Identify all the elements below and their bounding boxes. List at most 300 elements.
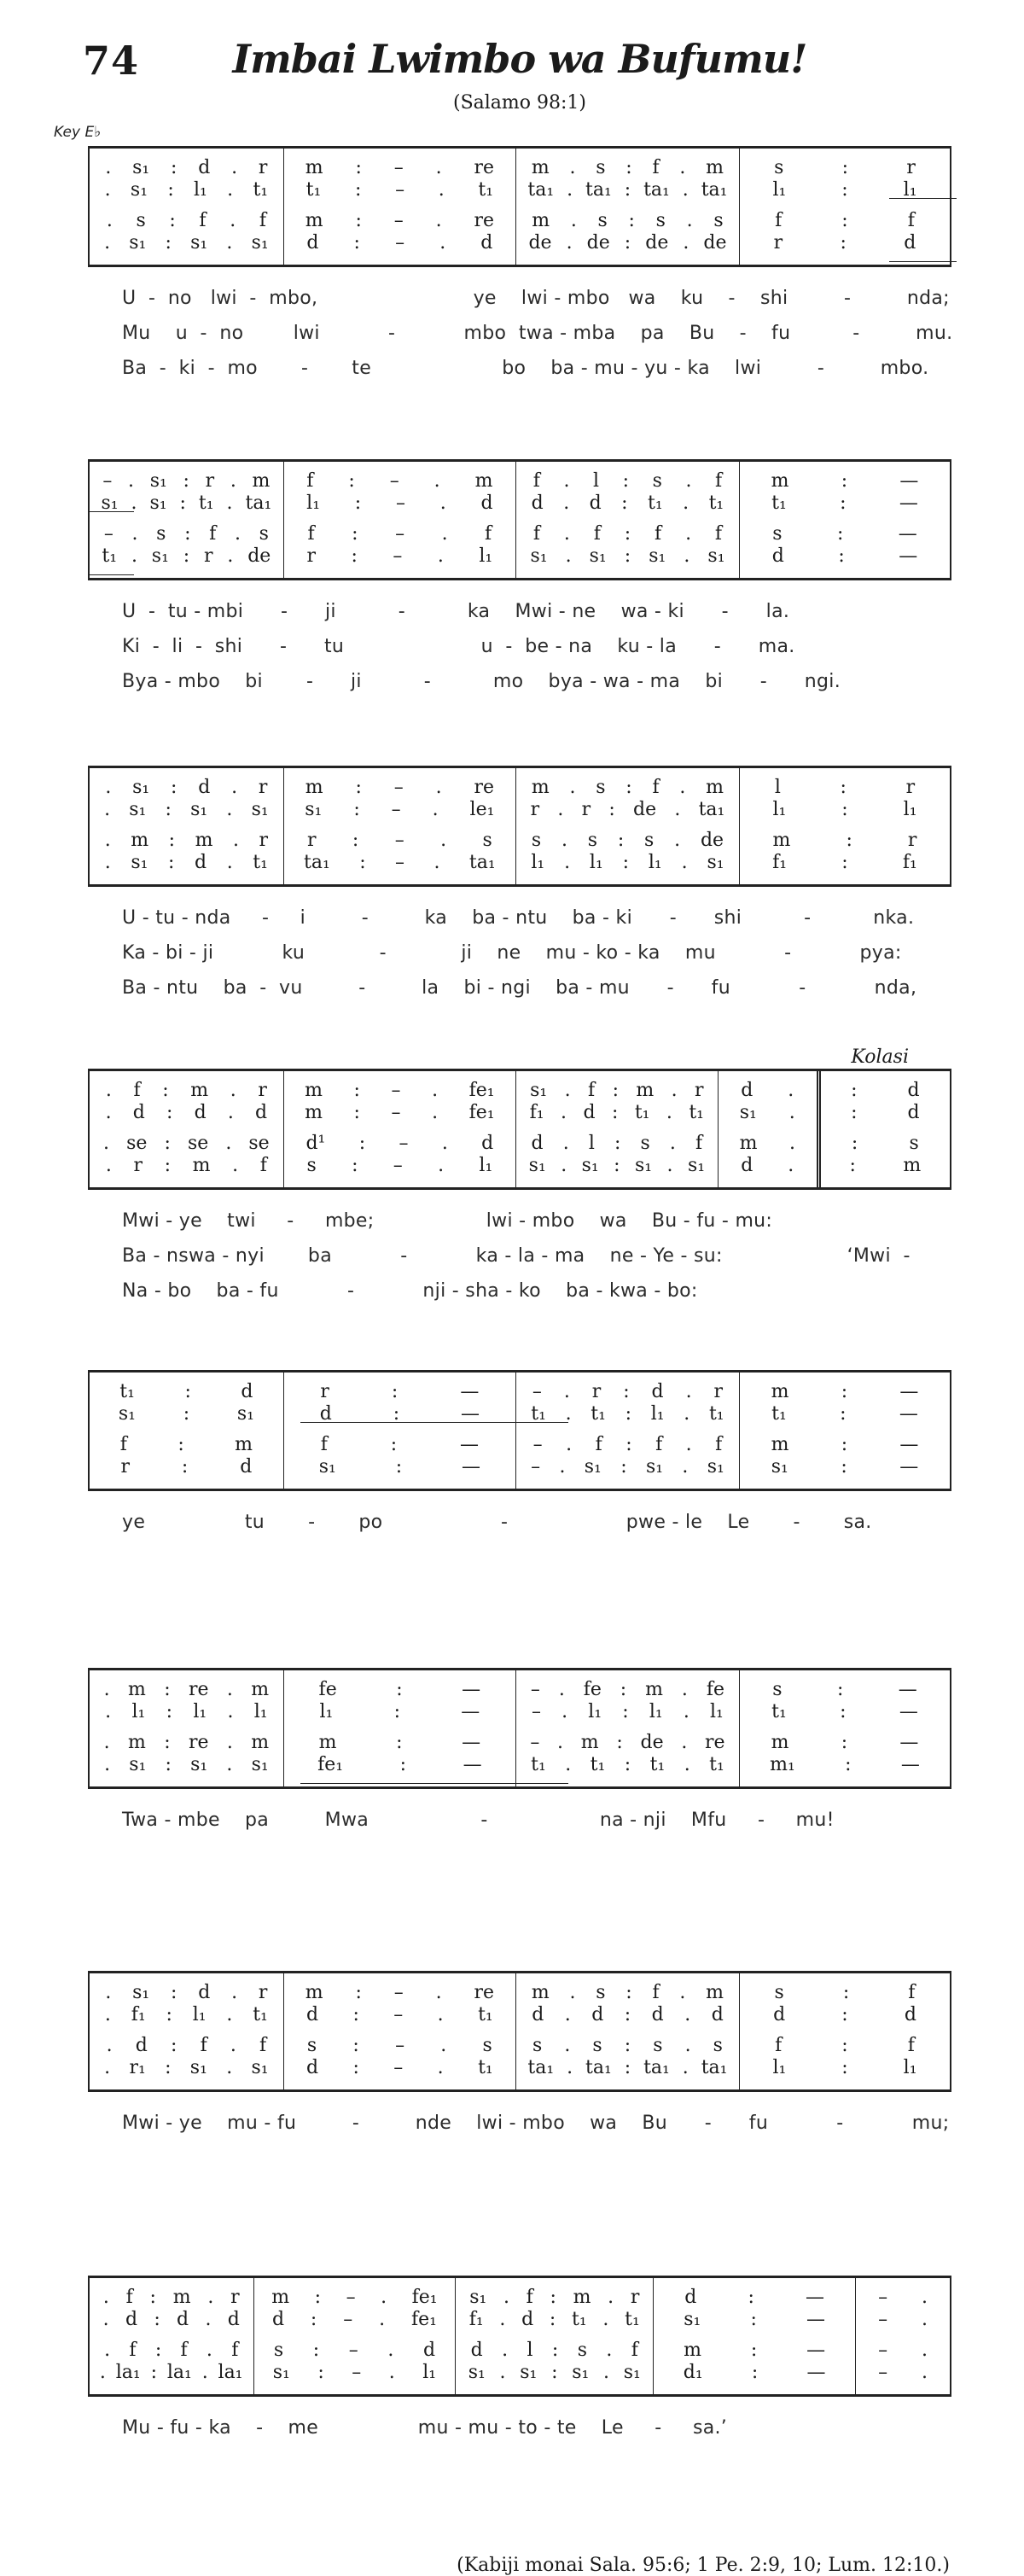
note-token: :: [171, 777, 177, 798]
lyrics-block: [88, 594, 951, 699]
note-token: d: [907, 1102, 920, 1123]
note-token: :: [623, 1381, 630, 1402]
note-token: f: [320, 1434, 328, 1455]
note-token: :: [611, 1102, 619, 1123]
note-token: :: [614, 1133, 621, 1154]
notation-cell: [283, 1754, 515, 1786]
note-token: d: [591, 2004, 604, 2025]
notation-row: [90, 852, 950, 884]
notation-cell: [817, 1071, 950, 1102]
note-token: .: [684, 1754, 690, 1775]
notation-cell: [283, 462, 515, 492]
notation-cell: [718, 1124, 817, 1155]
note-token: .: [105, 1701, 112, 1722]
note-token: ta₁: [585, 179, 612, 201]
note-token: :: [622, 852, 630, 873]
note-token: :: [166, 2004, 172, 2025]
note-token: .: [922, 2309, 928, 2330]
note-token: .: [230, 1080, 236, 1101]
note-token: ta₁: [527, 2057, 555, 2078]
note-token: f₁: [902, 852, 917, 873]
note-token: .: [559, 1456, 566, 1477]
notation-row: [90, 2026, 950, 2057]
note-token: f: [655, 1434, 663, 1455]
note-token: f: [652, 157, 660, 178]
note-token: .: [99, 2362, 106, 2383]
note-token: t₁: [478, 2057, 493, 2078]
note-token: :: [624, 1754, 631, 1775]
note-token: d: [422, 2340, 436, 2361]
note-token: l₁: [710, 1701, 724, 1722]
note-token: fe₁: [468, 1102, 495, 1123]
note-token: s: [532, 2035, 543, 2056]
header: [83, 36, 951, 85]
note-token: :: [312, 2340, 320, 2361]
note-token: .: [922, 2287, 928, 2308]
note-token: .: [105, 777, 112, 798]
note-token: :: [164, 1732, 171, 1753]
lyric-line: ye tu - po - pwe - le Le - sa.: [122, 1512, 872, 1533]
note-token: –: [343, 2309, 353, 2330]
notation-cell: [739, 179, 950, 201]
note-token: .: [104, 799, 111, 820]
note-token: .: [666, 1102, 672, 1123]
note-token: .: [438, 1155, 445, 1176]
note-token: .: [561, 1155, 567, 1176]
note-token: d: [531, 1133, 544, 1154]
note-token: .: [563, 470, 570, 492]
notation-row: [90, 1155, 950, 1187]
note-token: s: [306, 2035, 317, 2056]
note-token: l: [527, 2340, 533, 2361]
notation-cell: [515, 232, 739, 265]
notation-cell: [739, 2057, 950, 2089]
lyrics-block: [88, 1203, 951, 1308]
lyric-line: U - no lwi - mbo, ye lwi - mbo wa ku - shi - nda;: [122, 288, 950, 309]
notation-cell: [718, 1102, 817, 1124]
note-token: m: [305, 210, 323, 231]
note-token: m: [305, 1102, 323, 1123]
note-token: –: [348, 2340, 358, 2361]
note-token: —: [898, 1679, 917, 1700]
note-token: —: [460, 1434, 480, 1455]
note-token: d₁: [683, 2362, 703, 2383]
note-token: s₁: [190, 799, 208, 820]
notation-cell: [855, 2278, 950, 2309]
note-token: d: [589, 492, 602, 514]
note-token: :: [612, 1080, 619, 1101]
note-token: s₁: [131, 852, 148, 873]
note-token: d: [651, 2004, 664, 2025]
note-token: –: [393, 777, 404, 798]
note-token: .: [105, 1982, 112, 2003]
note-token: f: [631, 2340, 638, 2361]
note-token: :: [348, 470, 355, 492]
notation-cell: [515, 201, 739, 232]
note-token: .: [683, 492, 689, 514]
note-token: l₁: [649, 1701, 663, 1722]
note-token: —: [900, 1754, 920, 1775]
note-token: :: [352, 830, 359, 851]
note-token: m: [195, 830, 213, 851]
note-token: :: [621, 492, 628, 514]
notation-cell: [515, 545, 739, 578]
note-token: :: [352, 2004, 359, 2025]
note-token: –: [391, 1080, 401, 1101]
note-token: s₁: [251, 1754, 269, 1775]
notation-cell: [515, 2026, 739, 2057]
note-token: r: [258, 1080, 267, 1101]
note-token: :: [624, 2057, 631, 2078]
note-token: de: [700, 830, 724, 851]
note-token: s₁: [151, 545, 169, 567]
notation-cell: [653, 2331, 855, 2362]
note-token: :: [399, 1754, 407, 1775]
note-token: .: [230, 210, 236, 231]
note-token: s₁: [132, 777, 150, 798]
notation-cell: [739, 1701, 950, 1723]
note-token: s₁: [318, 1456, 336, 1477]
note-token: :: [624, 2035, 631, 2056]
notation-cell: [90, 2309, 253, 2331]
note-token: :: [355, 157, 362, 178]
note-token: .: [104, 830, 111, 851]
note-token: :: [183, 1403, 190, 1425]
note-token: .: [788, 1155, 794, 1176]
notation-table: [88, 1668, 951, 1789]
note-token: .: [103, 1133, 110, 1154]
note-token: .: [227, 545, 234, 567]
note-token: :: [396, 1732, 403, 1753]
notation-cell: [515, 1124, 718, 1155]
notation-cell: [283, 232, 515, 265]
note-token: re: [474, 210, 494, 231]
note-token: :: [620, 1456, 627, 1477]
note-token: la₁: [218, 2362, 243, 2383]
note-token: r: [205, 470, 215, 492]
notation-cell: [515, 1155, 718, 1187]
note-token: .: [388, 2362, 395, 2383]
note-token: r: [120, 1456, 130, 1477]
note-token: m: [636, 1080, 655, 1101]
note-token: .: [558, 1679, 565, 1700]
note-token: :: [354, 179, 362, 201]
note-token: :: [841, 2004, 848, 2025]
lyric-line: Ba - nswa - nyi ba - ka - la - ma ne - Ye - su: ‘Mwi -: [122, 1245, 911, 1267]
note-token: –: [395, 179, 405, 201]
note-token: r: [258, 157, 268, 178]
note-token: f₁: [131, 2004, 146, 2025]
lyrics-block: [88, 1803, 951, 1838]
note-token: ta₁: [643, 2057, 670, 2078]
note-token: ta₁: [245, 492, 272, 514]
note-token: —: [462, 1456, 481, 1477]
note-token: m: [172, 2287, 191, 2308]
hymn-title: Imbai Lwimbo wa Bufumu!: [232, 36, 807, 82]
note-token: .: [564, 1080, 571, 1101]
notation-cell: [739, 821, 950, 852]
lyric-line: Mwi - ye mu - fu - nde lwi - mbo wa Bu - fu - mu;: [122, 2113, 950, 2134]
note-token: d: [198, 157, 211, 178]
note-token: :: [849, 1155, 856, 1176]
note-token: .: [105, 1080, 112, 1101]
notation-cell: [90, 2026, 283, 2057]
note-token: :: [391, 1381, 399, 1402]
note-token: :: [624, 523, 631, 545]
note-token: m: [128, 1679, 146, 1700]
note-token: .: [563, 492, 570, 514]
notation-cell: [718, 1155, 817, 1187]
note-token: t₁: [572, 2309, 587, 2330]
note-token: :: [181, 1456, 189, 1477]
note-token: :: [551, 2362, 558, 2383]
notation-cell: [739, 1403, 950, 1425]
note-token: s₁: [129, 1754, 147, 1775]
note-token: .: [230, 2035, 236, 2056]
notation-cell: [90, 1071, 283, 1102]
note-token: .: [201, 2362, 208, 2383]
note-token: d: [481, 1133, 494, 1154]
notation-cell: [90, 2004, 283, 2026]
note-token: :: [353, 799, 360, 820]
notation-row: [90, 515, 950, 545]
note-token: s₁: [272, 2362, 290, 2383]
note-token: l₁: [479, 1155, 493, 1176]
note-token: .: [684, 545, 690, 567]
note-token: :: [393, 1403, 400, 1425]
note-token: de: [703, 232, 727, 254]
note-token: s₁: [589, 545, 607, 567]
notation-cell: [515, 1456, 739, 1489]
note-token: r: [258, 1982, 268, 2003]
note-token: d: [480, 492, 493, 514]
note-token: .: [557, 1732, 564, 1753]
note-token: –: [878, 2287, 888, 2308]
note-token: :: [851, 1133, 858, 1154]
note-token: m: [235, 1434, 253, 1455]
hymn-number: 74: [83, 38, 140, 84]
notation-row: [90, 1754, 950, 1786]
note-token: :: [624, 545, 631, 567]
note-token: m: [771, 1732, 789, 1753]
notation-table: [88, 766, 951, 887]
note-token: r: [906, 157, 916, 178]
note-token: .: [441, 523, 448, 545]
note-token: r: [713, 1381, 724, 1402]
note-token: ta₁: [698, 799, 725, 820]
notation-cell: [90, 2362, 253, 2394]
note-token: le₁: [469, 799, 495, 820]
note-token: d: [194, 1102, 207, 1123]
note-token: –: [878, 2309, 888, 2330]
lyric-line: Twa - mbe pa Mwa - na - nji Mfu - mu!: [122, 1810, 835, 1831]
note-token: .: [432, 1080, 439, 1101]
note-token: :: [395, 1456, 403, 1477]
note-token: :: [169, 210, 176, 231]
note-token: —: [899, 470, 919, 492]
notation-cell: [739, 768, 950, 799]
note-token: s: [592, 2035, 602, 2056]
note-token: —: [899, 1381, 919, 1402]
note-token: s₁: [469, 2287, 487, 2308]
note-token: l₁: [903, 2057, 917, 2078]
notation-cell: [739, 1425, 950, 1456]
notation-cell: [739, 462, 950, 492]
note-token: .: [105, 157, 112, 178]
note-token: l₁: [589, 852, 603, 873]
note-token: s: [774, 1982, 784, 2003]
notation-cell: [90, 1373, 283, 1403]
note-token: f: [588, 1080, 596, 1101]
note-token: .: [684, 2004, 691, 2025]
note-token: :: [352, 523, 358, 545]
note-token: l₁: [772, 179, 787, 201]
note-token: d: [741, 1080, 753, 1101]
note-token: .: [207, 2287, 214, 2308]
note-token: .: [232, 1155, 239, 1176]
note-token: d: [271, 2309, 285, 2330]
note-token: r: [259, 830, 269, 851]
note-token: :: [355, 210, 362, 231]
note-token: :: [841, 179, 848, 201]
note-token: f: [695, 1133, 703, 1154]
note-token: r: [905, 777, 916, 798]
note-token: :: [840, 1403, 847, 1425]
lyrics-block: [88, 281, 951, 386]
note-token: l₁: [903, 179, 917, 201]
notation-cell: [515, 462, 739, 492]
note-token: s₁: [634, 1155, 653, 1176]
note-token: f₁: [529, 1102, 544, 1123]
note-token: :: [162, 1080, 169, 1101]
note-token: s₁: [528, 1155, 546, 1176]
note-token: :: [750, 2340, 758, 2361]
note-token: d: [135, 2035, 148, 2056]
notation-cell: [283, 1124, 515, 1155]
note-token: s₁: [130, 179, 148, 201]
note-token: s₁: [645, 1456, 664, 1477]
notation-cell: [90, 1456, 283, 1489]
note-token: m: [771, 1381, 789, 1402]
notation-row: [90, 2004, 950, 2026]
note-token: m: [251, 1732, 270, 1753]
notation-row: [90, 2057, 950, 2089]
note-token: .: [226, 492, 233, 514]
note-token: d: [521, 2309, 534, 2330]
note-token: f: [532, 470, 540, 492]
note-token: t₁: [771, 1403, 787, 1425]
note-token: l: [593, 470, 600, 492]
note-token: .: [569, 157, 576, 178]
notation-cell: [515, 821, 739, 852]
note-token: se: [248, 1133, 270, 1154]
note-token: ta₁: [643, 179, 670, 201]
note-token: re: [189, 1732, 209, 1753]
note-token: re: [474, 1982, 494, 2003]
note-token: –: [531, 1456, 541, 1477]
note-token: .: [563, 1381, 570, 1402]
note-token: –: [532, 1381, 542, 1402]
notation-cell: [515, 1071, 718, 1102]
note-token: —: [462, 1679, 481, 1700]
note-token: –: [393, 2057, 404, 2078]
note-token: —: [806, 2309, 826, 2330]
note-token: l₁: [306, 492, 321, 514]
note-token: .: [671, 1080, 678, 1101]
note-token: ta₁: [701, 2057, 728, 2078]
note-token: s: [273, 2340, 284, 2361]
notation-cell: [253, 2362, 456, 2394]
note-token: .: [435, 210, 442, 231]
notation-cell: [515, 515, 739, 545]
note-token: m: [771, 1434, 789, 1455]
note-token: –: [395, 523, 405, 545]
notation-row: [90, 2331, 950, 2362]
footer-reference: (Kabiji monai Sala. 95:6; 1 Pe. 2:9, 10; Lum. 12:10.): [457, 2555, 950, 2576]
note-token: :: [750, 2309, 757, 2330]
note-token: :: [840, 492, 847, 514]
notation-row: [90, 2278, 950, 2309]
note-token: fe₁: [411, 2287, 438, 2308]
lyrics-block: [88, 900, 951, 1005]
note-token: f: [595, 1434, 602, 1455]
note-token: –: [878, 2362, 888, 2383]
note-token: s₁: [236, 1403, 254, 1425]
note-token: —: [898, 523, 917, 545]
note-token: d: [741, 1155, 753, 1176]
note-token: .: [686, 210, 693, 231]
note-token: f: [307, 523, 315, 545]
note-token: .: [437, 545, 444, 567]
note-token: r: [907, 830, 917, 851]
notation-system: [88, 1370, 951, 1540]
lyric-line: U - tu - nda - i - ka ba - ntu ba - ki - shi - nka.: [122, 907, 915, 929]
note-token: —: [461, 1403, 480, 1425]
notation-cell: [90, 462, 283, 492]
note-token: f: [199, 210, 207, 231]
note-token: :: [314, 2287, 322, 2308]
note-token: :: [165, 232, 172, 254]
note-token: f: [125, 2287, 133, 2308]
note-token: de: [640, 1732, 664, 1753]
note-token: t₁: [198, 492, 214, 514]
note-token: m: [739, 1133, 758, 1154]
note-token: –: [393, 1155, 403, 1176]
note-token: :: [396, 1679, 403, 1700]
note-token: ta₁: [468, 852, 496, 873]
notation-cell: [739, 201, 950, 232]
note-token: r: [581, 799, 591, 820]
note-token: d: [907, 1080, 920, 1101]
note-token: l₁: [772, 799, 787, 820]
note-token: f: [119, 1434, 127, 1455]
note-token: :: [166, 1102, 173, 1123]
notation-cell: [283, 515, 515, 545]
note-token: d: [132, 1102, 145, 1123]
note-token: s₁: [305, 799, 323, 820]
note-token: f: [652, 1982, 660, 2003]
note-token: .: [679, 777, 686, 798]
notation-cell: [90, 232, 283, 265]
note-token: s: [577, 2340, 587, 2361]
note-token: s₁: [530, 1080, 548, 1101]
note-token: f: [715, 470, 723, 492]
note-token: m: [474, 470, 493, 492]
notation-cell: [283, 201, 515, 232]
note-token: –: [395, 2035, 405, 2056]
notation-cell: [283, 852, 515, 884]
note-token: :: [164, 1133, 171, 1154]
